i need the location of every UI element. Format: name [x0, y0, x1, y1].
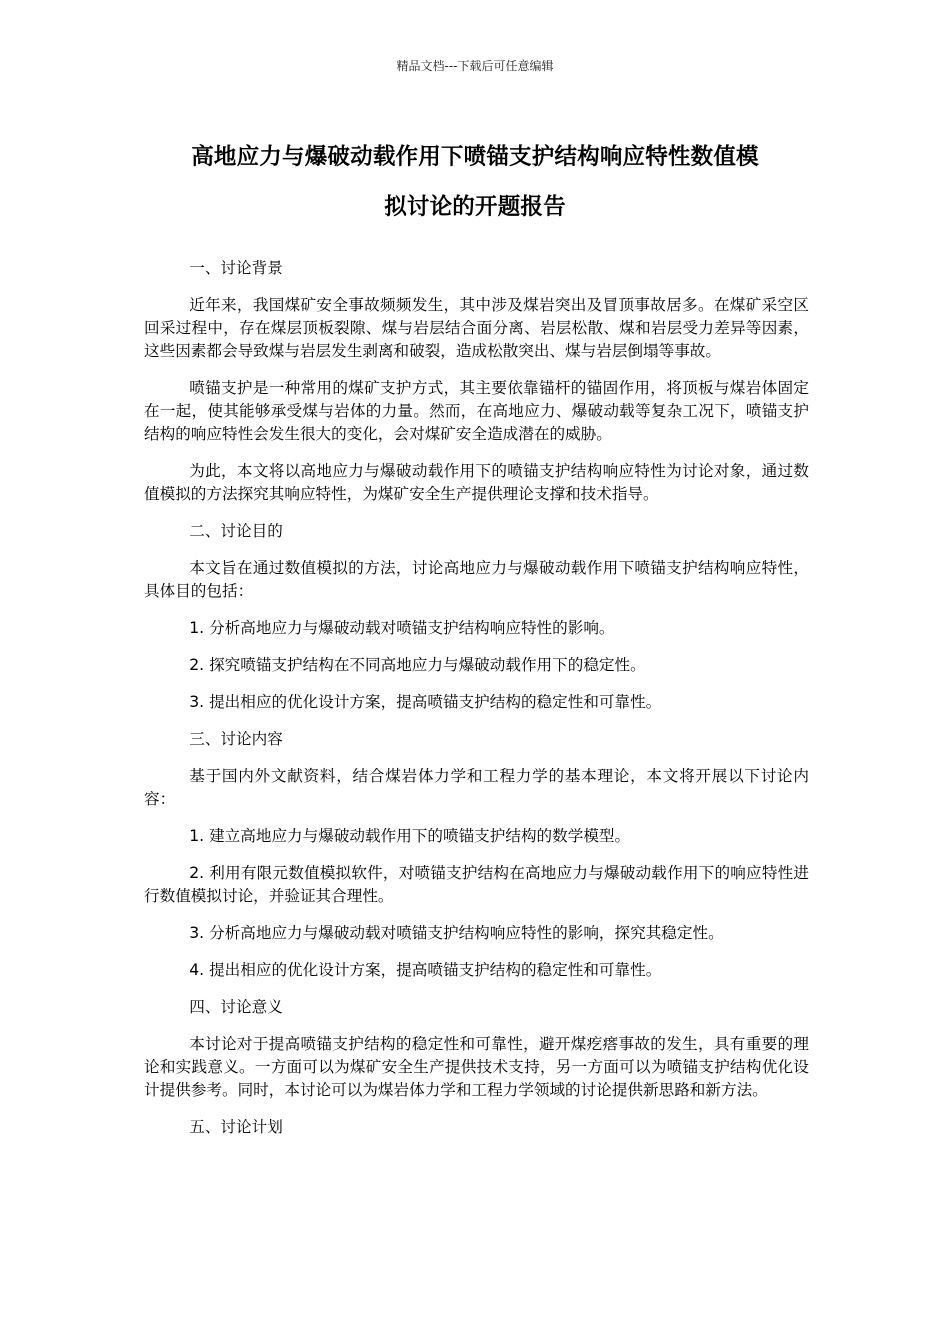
paragraph-background-1: 近年来，我国煤矿安全事故频频发生，其中涉及煤岩突出及冒顶事故居多。在煤矿采空区回采过程中，存在煤层顶板裂隙、煤与岩层结合面分离、岩层松散、煤和岩层受力差异等因素，这些因素都会导致煤与岩层发生剥离和破裂，造成松散突出、煤与岩层倒塌等事故。	[144, 296, 809, 360]
paragraph-content-intro: 基于国内外文献资料，结合煤岩体力学和工程力学的基本理论，本文将开展以下讨论内容：	[144, 767, 809, 808]
list-item-purpose-1: 1. 分析高地应力与爆破动载对喷锚支护结构响应特性的影响。	[189, 619, 615, 637]
section-heading-content: 三、讨论内容	[189, 730, 283, 748]
section-heading-plan: 五、讨论计划	[189, 1118, 283, 1136]
list-item-purpose-2: 2. 探究喷锚支护结构在不同高地应力与爆破动载作用下的稳定性。	[189, 656, 646, 674]
header-note: 精品文档---下载后可任意编辑	[396, 59, 554, 73]
list-item-purpose-3: 3. 提出相应的优化设计方案，提高喷锚支护结构的稳定性和可靠性。	[189, 693, 662, 711]
list-item-content-2: 2. 利用有限元数值模拟软件，对喷锚支护结构在高地应力与爆破动载作用下的响应特性进行数值模拟讨论，并验证其合理性。	[144, 864, 809, 905]
section-heading-significance: 四、讨论意义	[189, 998, 283, 1016]
paragraph-significance: 本讨论对于提高喷锚支护结构的稳定性和可靠性，避开煤疙瘩事故的发生，具有重要的理论和实践意义。一方面可以为煤矿安全生产提供技术支持，另一方面可以为喷锚支护结构优化设计提供参考。同时，本讨论可以为煤岩体力学和工程力学领域的讨论提供新思路和新方法。	[144, 1035, 809, 1099]
list-item-content-1: 1. 建立高地应力与爆破动载作用下的喷锚支护结构的数学模型。	[189, 827, 631, 845]
section-heading-background: 一、讨论背景	[189, 259, 283, 277]
paragraph-purpose-intro: 本文旨在通过数值模拟的方法，讨论高地应力与爆破动载作用下喷锚支护结构响应特性，具体目的包括：	[144, 559, 809, 600]
document-title-line-1: 高地应力与爆破动载作用下喷锚支护结构响应特性数值模	[191, 144, 759, 170]
paragraph-background-2: 喷锚支护是一种常用的煤矿支护方式，其主要依靠锚杆的锚固作用，将顶板与煤岩体固定在一起，使其能够承受煤与岩体的力量。然而，在高地应力、爆破动载等复杂工况下，喷锚支护结构的响应特性会发生很大的变化，会对煤矿安全造成潜在的威胁。	[144, 379, 809, 443]
list-item-content-3: 3. 分析高地应力与爆破动载对喷锚支护结构响应特性的影响，探究其稳定性。	[189, 924, 724, 942]
list-item-content-4: 4. 提出相应的优化设计方案，提高喷锚支护结构的稳定性和可靠性。	[189, 961, 662, 979]
document-body	[144, 257, 809, 1153]
document-title-line-2: 拟讨论的开题报告	[384, 194, 566, 220]
paragraph-background-3: 为此，本文将以高地应力与爆破动载作用下的喷锚支护结构响应特性为讨论对象，通过数值模拟的方法探究其响应特性，为煤矿安全生产提供理论支撑和技术指导。	[144, 462, 809, 503]
section-heading-purpose: 二、讨论目的	[189, 522, 283, 540]
